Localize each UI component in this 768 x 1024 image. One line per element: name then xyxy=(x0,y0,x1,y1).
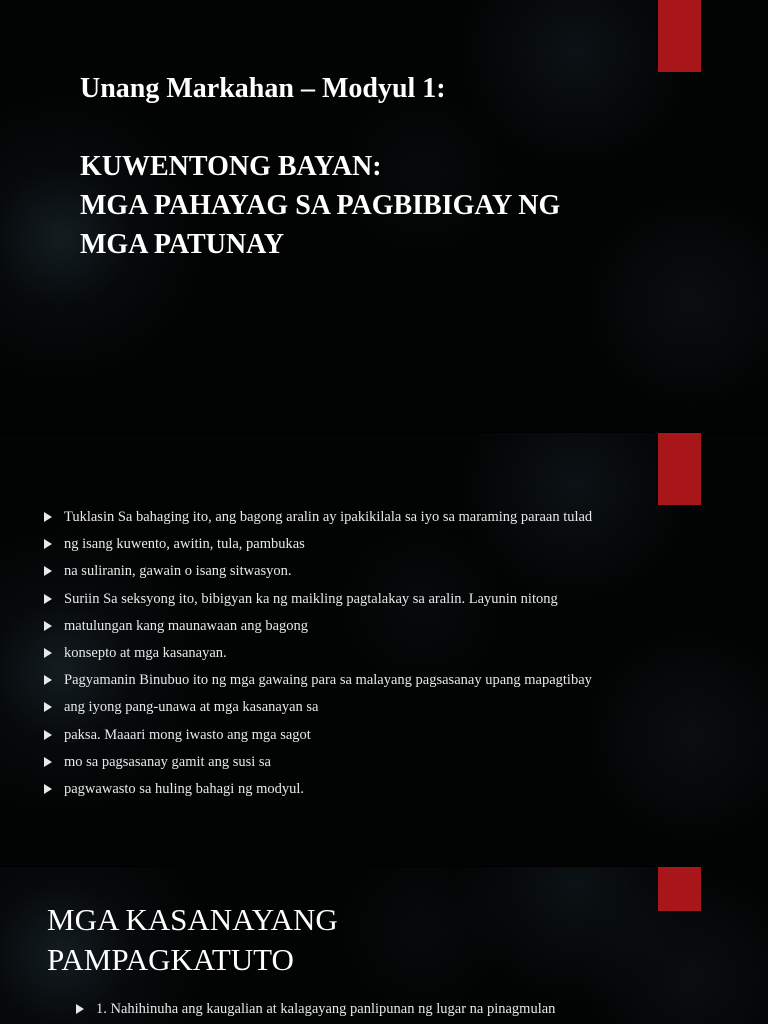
arrow-bullet-icon xyxy=(44,594,52,604)
list-item-text: ng isang kuwento, awitin, tula, pambukas xyxy=(64,536,305,553)
arrow-bullet-icon xyxy=(44,512,52,522)
accent-bar xyxy=(658,0,701,72)
list-item xyxy=(42,588,592,615)
list-item xyxy=(42,669,592,696)
list-item xyxy=(42,724,592,751)
arrow-bullet-icon xyxy=(44,539,52,549)
list-item xyxy=(74,998,555,1020)
list-item xyxy=(42,696,592,723)
list-item-text: matulungan kang maunawaan ang bagong xyxy=(64,617,309,634)
list-item xyxy=(42,642,592,669)
slide-title xyxy=(0,0,768,432)
arrow-bullet-icon xyxy=(44,648,52,658)
arrow-bullet-icon xyxy=(44,757,52,767)
list-item-text: mo sa pagsasanay gamit ang susi sa xyxy=(64,753,271,770)
list-item-text: Pagyamanin Binubuo ito ng mga gawaing para sa malayang pagsasanay upang mapagtibay xyxy=(64,672,592,689)
list-item xyxy=(42,778,592,805)
list-item xyxy=(42,506,592,533)
slide-title-text xyxy=(80,147,560,264)
title-line: KUWENTONG BAYAN: xyxy=(80,151,382,182)
heading-line: MGA KASANAYANG xyxy=(47,902,338,937)
accent-bar xyxy=(658,867,701,911)
heading-line: PAMPAGKATUTO xyxy=(47,942,294,977)
list-item-text: pagwawasto sa huling bahagi ng modyul. xyxy=(64,780,305,797)
slide-heading xyxy=(47,900,338,980)
arrow-bullet-icon xyxy=(44,621,52,631)
arrow-bullet-icon xyxy=(44,675,52,685)
slide-competencies xyxy=(0,867,768,1024)
list-item-text: Tuklasin Sa bahaging ito, ang bagong aralin ay ipakikilala sa iyo sa maraming paraan tulad xyxy=(64,509,593,525)
list-item xyxy=(42,560,592,587)
arrow-bullet-icon xyxy=(44,730,52,740)
title-line: MGA PATUNAY xyxy=(80,229,285,260)
list-item-text: ang iyong pang-unawa at mga kasanayan sa xyxy=(64,699,319,716)
accent-bar xyxy=(658,433,701,505)
list-item-text: na suliranin, gawain o isang sitwasyon. xyxy=(64,563,292,580)
list-item-text: konsepto at mga kasanayan. xyxy=(64,644,227,661)
list-item xyxy=(42,615,592,642)
slide-module-parts xyxy=(0,433,768,866)
list-item xyxy=(42,751,592,778)
bullet-list xyxy=(42,506,592,805)
title-line: MGA PAHAYAG SA PAGBIBIGAY NG xyxy=(80,190,561,221)
arrow-bullet-icon xyxy=(76,1004,84,1014)
list-item-text: Suriin Sa seksyong ito, bibigyan ka ng maikling pagtalakay sa aralin. Layunin nitong xyxy=(64,590,558,607)
list-item xyxy=(42,533,592,560)
list-item-text: paksa. Maaari mong iwasto ang mga sagot xyxy=(64,726,311,743)
arrow-bullet-icon xyxy=(44,566,52,576)
list-item-text: 1. Nahihinuha ang kaugalian at kalagayang panlipunan ng lugar na pinagmulan xyxy=(96,1001,556,1017)
arrow-bullet-icon xyxy=(44,784,52,794)
arrow-bullet-icon xyxy=(44,702,52,712)
slide-heading: Unang Markahan – Modyul 1: xyxy=(80,73,446,104)
